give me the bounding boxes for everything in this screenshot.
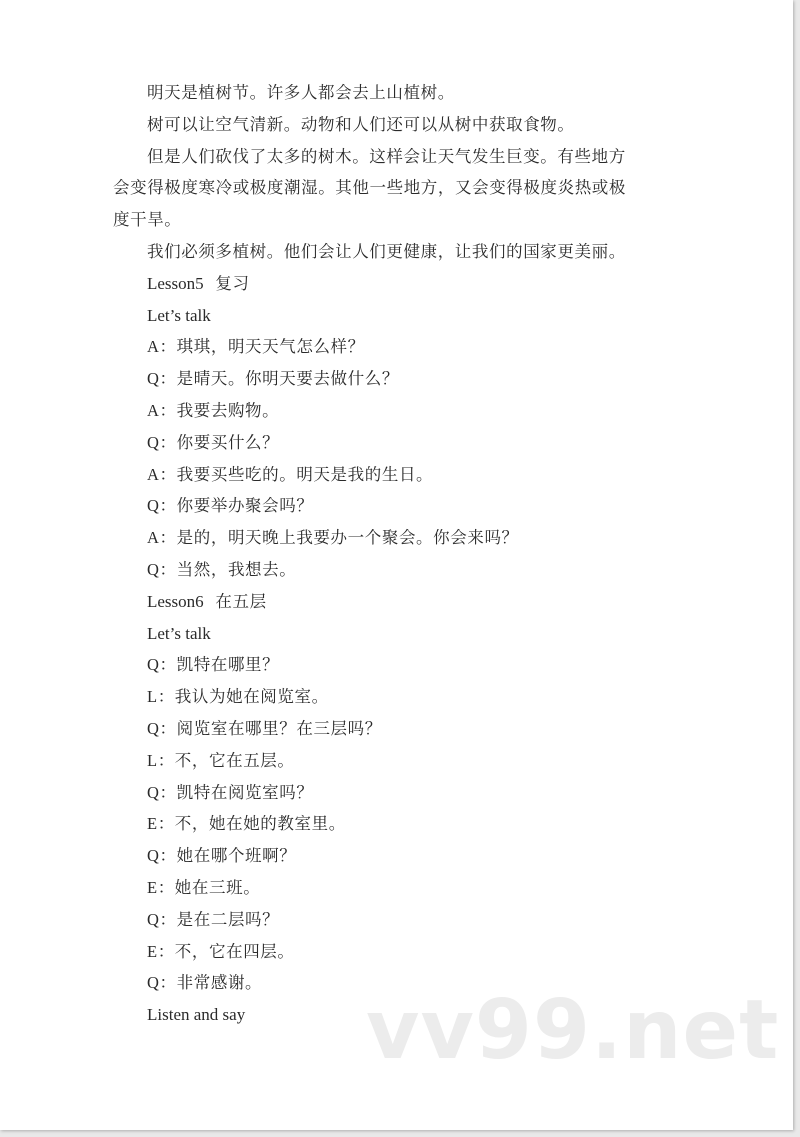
speaker-label: A: [147, 400, 160, 420]
dialogue-text: 我要去购物。: [176, 400, 280, 420]
speaker-separator: ：: [159, 369, 177, 389]
speaker-label: L: [147, 750, 158, 770]
speaker-separator: ：: [157, 941, 175, 961]
speaker-label: Q: [147, 369, 160, 389]
speaker-separator: ：: [159, 718, 177, 738]
dialogue-line: [113, 363, 673, 395]
dialogue-text: 凯特在哪里？: [176, 655, 280, 675]
speaker-separator: ：: [159, 782, 177, 802]
section-heading: Listen and say: [147, 1005, 246, 1025]
dialogue-line: [113, 681, 673, 713]
speaker-label: Q: [147, 559, 160, 579]
speaker-separator: ：: [159, 496, 177, 516]
dialogue-line: [113, 522, 673, 554]
speaker-separator: ：: [159, 559, 177, 579]
dialogue-line: [113, 713, 673, 745]
dialogue-line: [113, 395, 673, 427]
section-heading: Let’s talk: [147, 623, 211, 643]
speaker-label: Q: [147, 718, 160, 738]
speaker-label: Q: [147, 846, 160, 866]
speaker-label: Q: [147, 782, 160, 802]
speaker-label: A: [147, 337, 160, 357]
dialogue-text: 你要举办聚会吗？: [176, 496, 314, 516]
dialogue-text: 不，它在五层。: [174, 750, 295, 770]
section-heading: Let’s talk: [147, 305, 211, 325]
dialogue-text: 是的，明天晚上我要办一个聚会。你会来吗？: [176, 528, 519, 548]
speaker-separator: ：: [159, 655, 177, 675]
speaker-separator: ：: [159, 973, 177, 993]
speaker-separator: ：: [159, 846, 177, 866]
speaker-label: A: [147, 464, 160, 484]
dialogue-line: [113, 840, 673, 872]
speaker-label: Q: [147, 432, 160, 452]
dialogue-text: 不，她在她的教室里。: [174, 814, 346, 834]
paragraph-line: 度干旱。: [113, 210, 182, 230]
speaker-label: Q: [147, 655, 160, 675]
speaker-label: E: [147, 877, 158, 897]
lesson-title: Lesson5: [147, 273, 204, 293]
speaker-label: E: [147, 941, 158, 961]
speaker-separator: ：: [159, 909, 177, 929]
paragraph-line: 树可以让空气清新。动物和人们还可以从树中获取食物。: [147, 114, 575, 134]
dialogue-text: 是晴天。你明天要去做什么？: [176, 369, 399, 389]
speaker-label: Q: [147, 973, 160, 993]
dialogue-line: [113, 490, 673, 522]
speaker-label: A: [147, 528, 160, 548]
speaker-separator: ：: [159, 337, 177, 357]
dialogue-line: [113, 331, 673, 363]
dialogue-line: [113, 649, 673, 681]
speaker-label: Q: [147, 909, 160, 929]
dialogue-text: 阅览室在哪里？在三层吗？: [176, 718, 382, 738]
lesson-subtitle: 复习: [215, 273, 250, 293]
speaker-label: E: [147, 814, 158, 834]
paragraph-line: 明天是植树节。许多人都会去上山植树。: [147, 83, 455, 102]
speaker-separator: ：: [157, 750, 175, 770]
dialogue-text: 是在二层吗？: [176, 909, 280, 929]
lesson-subtitle: 在五层: [215, 591, 267, 611]
dialogue-text: 她在哪个班啊？: [176, 846, 297, 866]
dialogue-line: [113, 872, 673, 904]
dialogue-line: [113, 777, 673, 809]
dialogue-line: [113, 745, 673, 777]
speaker-separator: ：: [157, 687, 175, 707]
paragraph-line: 我们必须多植树。他们会让人们更健康，让我们的国家更美丽。: [147, 241, 626, 261]
speaker-label: Q: [147, 496, 160, 516]
dialogue-text: 琪琪，明天天气怎么样？: [176, 337, 365, 357]
dialogue-line: [113, 459, 673, 491]
dialogue-text: 她在三班。: [174, 877, 261, 897]
dialogue-text: 我认为她在阅览室。: [174, 687, 329, 707]
dialogue-text: 我要买些吃的。明天是我的生日。: [176, 464, 434, 484]
paragraph-line: 但是人们砍伐了太多的树木。这样会让天气发生巨变。有些地方: [147, 146, 626, 166]
dialogue-line: [113, 427, 673, 459]
dialogue-text: 你要买什么？: [176, 432, 280, 452]
speaker-separator: ：: [159, 400, 177, 420]
speaker-separator: ：: [159, 464, 177, 484]
document-content: [113, 77, 673, 1031]
lesson-title: Lesson6: [147, 591, 204, 611]
dialogue-text: 不，它在四层。: [174, 941, 295, 961]
dialogue-line: [113, 808, 673, 840]
paragraph-line: 会变得极度寒冷或极度潮湿。其他一些地方，又会变得极度炎热或极: [113, 178, 626, 198]
lesson-heading: [113, 268, 673, 300]
speaker-separator: ：: [159, 528, 177, 548]
speaker-separator: ：: [159, 432, 177, 452]
dialogue-line: [113, 554, 673, 586]
dialogue-line: [113, 904, 673, 936]
watermark: vv99.net: [366, 983, 780, 1078]
dialogue-text: 当然，我想去。: [176, 559, 297, 579]
speaker-label: L: [147, 687, 158, 707]
dialogue-line: [113, 936, 673, 968]
speaker-separator: ：: [157, 814, 175, 834]
lesson-heading: [113, 586, 673, 618]
dialogue-text: 凯特在阅览室吗？: [176, 782, 314, 802]
dialogue-text: 非常感谢。: [176, 973, 263, 993]
speaker-separator: ：: [157, 877, 175, 897]
